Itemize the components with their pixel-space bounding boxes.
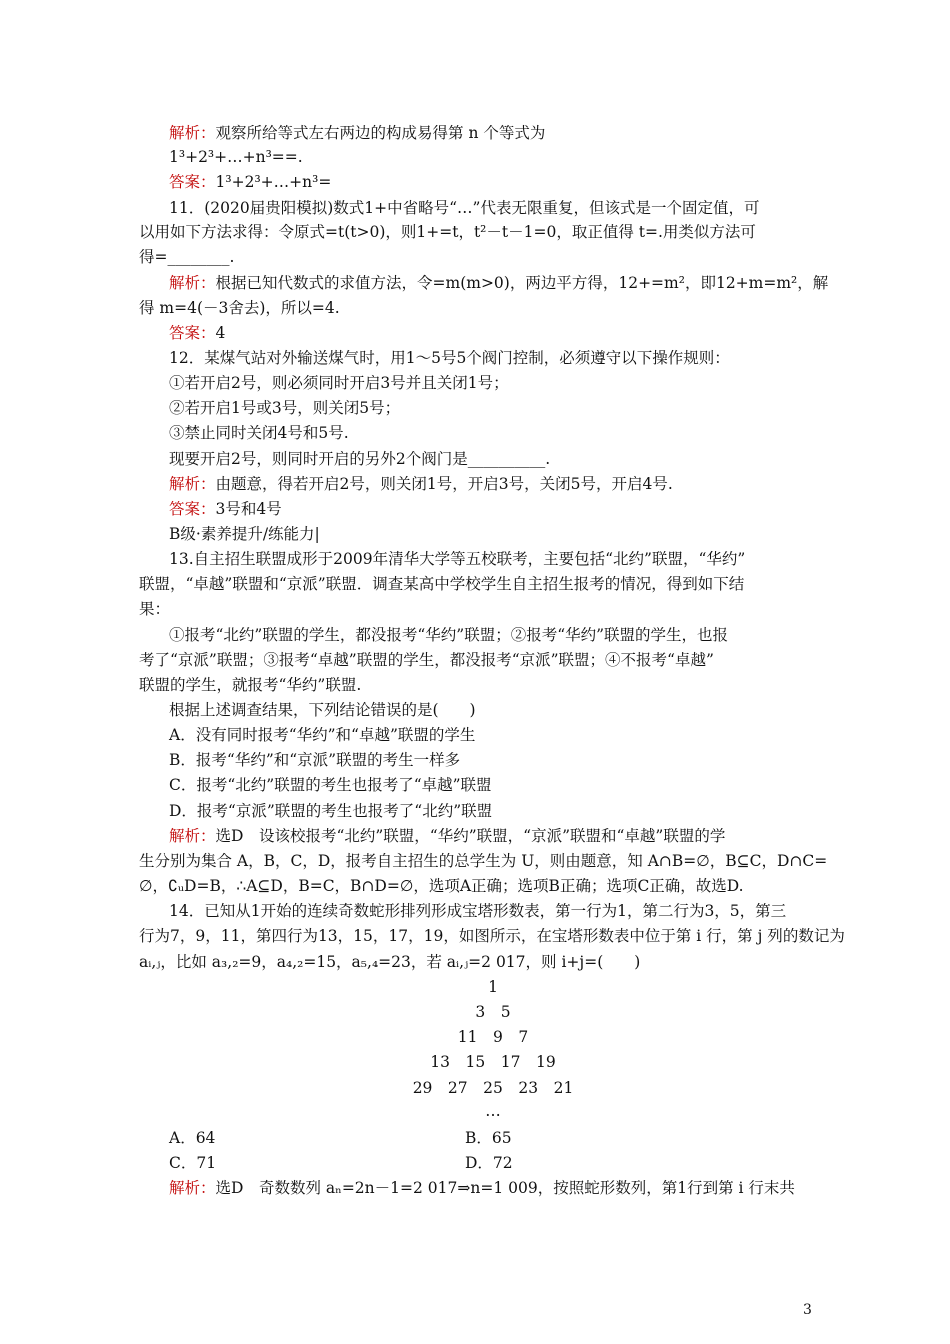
option-c: C．71 [169,1154,217,1172]
problem-14-line-3: aᵢ,ⱼ，比如 a₃,₂=9，a₄,₂=15，a₅,₄=23，若 aᵢ,ⱼ=2 017，则 i+j=( ) [139,953,641,971]
analysis-text: 根据已知代数式的求值方法，令=m(m>0)，两边平方得，12+=m²，即12+m=m²，解 [215,274,829,292]
answer-label: 答案： [169,173,216,191]
tower-row: 3 5 [475,1003,511,1021]
formula-line: 1³+2³+…+n³==. [169,148,303,166]
analysis-label: 解析： [169,274,216,292]
analysis-line [169,122,545,144]
section-heading: B级·素养提升/练能力| [169,525,320,543]
tower-row: 13 15 17 19 [430,1053,556,1071]
problem-13-condition-3: 联盟的学生，就报考“华约”联盟. [139,676,362,694]
problem-11-line-3: 得=________. [139,248,235,266]
problem-13-line-2: 联盟，“卓越”联盟和“京派”联盟．调查某高中学校学生自主招生报考的情况，得到如下结 [139,575,745,593]
analysis-line [169,272,828,294]
rule-3: ③禁止同时关闭4号和5号. [169,424,349,442]
analysis-text: 观察所给等式左右两边的构成易得第 n 个等式为 [215,124,546,142]
problem-14-line-2: 行为7，9，11，第四行为13，15，17，19，如图所示，在宝塔形数表中位于第 i 行，第 j 列的数记为 [139,927,845,945]
problem-12-question: 现要开启2号，则同时开启的另外2个阀门是__________. [169,450,551,468]
page-number: 3 [803,1302,812,1318]
analysis-label: 解析： [169,827,216,845]
analysis-text: 选D 奇数数列 aₙ=2n－1=2 017⇒n=1 009，按照蛇形数列，第1行到第 i 行末共 [215,1179,795,1197]
choice-a: A．没有同时报考“华约”和“卓越”联盟的学生 [169,726,476,744]
tower-row: 11 9 7 [457,1028,529,1046]
answer-label: 答案： [169,500,216,518]
answer-line [169,322,225,344]
answer-text: 3号和4号 [215,500,282,518]
answer-label: 答案： [169,324,216,342]
problem-11-line-1: 11．(2020届贵阳模拟)数式1+中省略号“…”代表无限重复，但该式是一个固定值，可 [169,199,760,217]
problem-11-line-2: 以用如下方法求得：令原式=t(t>0)，则1+=t，t²－t－1=0，取正值得 t=.用类似方法可 [139,223,756,241]
analysis-continuation: ∅，∁ᵤD=B，∴A⊆D，B=C，B∩D=∅，选项A正确；选项B正确；选项C正确，故选D. [139,877,744,895]
analysis-continuation: 生分别为集合 A，B，C，D，报考自主招生的总学生为 U，则由题意，知 A∩B=∅，B⊆C，D∩C= [139,852,828,870]
rule-2: ②若开启1号或3号，则关闭5号； [169,399,401,417]
rule-1: ①若开启2号，则必须同时开启3号并且关闭1号； [169,374,509,392]
analysis-label: 解析： [169,124,216,142]
tower-ellipsis: … [485,1102,501,1120]
analysis-line [169,825,725,847]
answer-text: 1³+2³+…+n³= [215,173,332,191]
problem-12-line-1: 12．某煤气站对外输送煤气时，用1～5号5个阀门控制，必须遵守以下操作规则： [169,349,730,367]
analysis-label: 解析： [169,1179,216,1197]
analysis-line [169,473,673,495]
option-a: A．64 [169,1129,216,1147]
answer-text: 4 [215,324,226,342]
option-d: D．72 [465,1154,513,1172]
problem-13-question: 根据上述调查结果，下列结论错误的是( ) [169,701,476,719]
problem-13-line-1: 13.自主招生联盟成形于2009年清华大学等五校联考，主要包括“北约”联盟，“华约” [169,550,746,568]
tower-row: 29 27 25 23 21 [412,1079,574,1097]
choice-d: D．报考“京派”联盟的考生也报考了“北约”联盟 [169,802,493,820]
problem-13-line-3: 果： [139,600,171,618]
choice-c: C．报考“北约”联盟的考生也报考了“卓越”联盟 [169,776,492,794]
analysis-text: 选D 设该校报考“北约”联盟，“华约”联盟，“京派”联盟和“卓越”联盟的学 [215,827,726,845]
problem-13-condition-1: ①报考“北约”联盟的学生，都没报考“华约”联盟；②报考“华约”联盟的学生，也报 [169,626,729,644]
answer-line [169,171,331,193]
analysis-line [169,1177,795,1199]
analysis-continuation: 得 m=4(－3舍去)，所以=4. [139,299,340,317]
choice-b: B．报考“华约”和“京派”联盟的考生一样多 [169,751,461,769]
tower-row: 1 [488,978,498,996]
problem-14-line-1: 14．已知从1开始的连续奇数蛇形排列形成宝塔形数表，第一行为1，第二行为3，5，第三 [169,902,787,920]
answer-line [169,498,282,520]
option-b: B．65 [465,1129,512,1147]
problem-13-condition-2: 考了“京派”联盟；③报考“卓越”联盟的学生，都没报考“京派”联盟；④不报考“卓越” [139,651,714,669]
analysis-label: 解析： [169,475,216,493]
analysis-text: 由题意，得若开启2号，则关闭1号，开启3号，关闭5号，开启4号. [215,475,673,493]
